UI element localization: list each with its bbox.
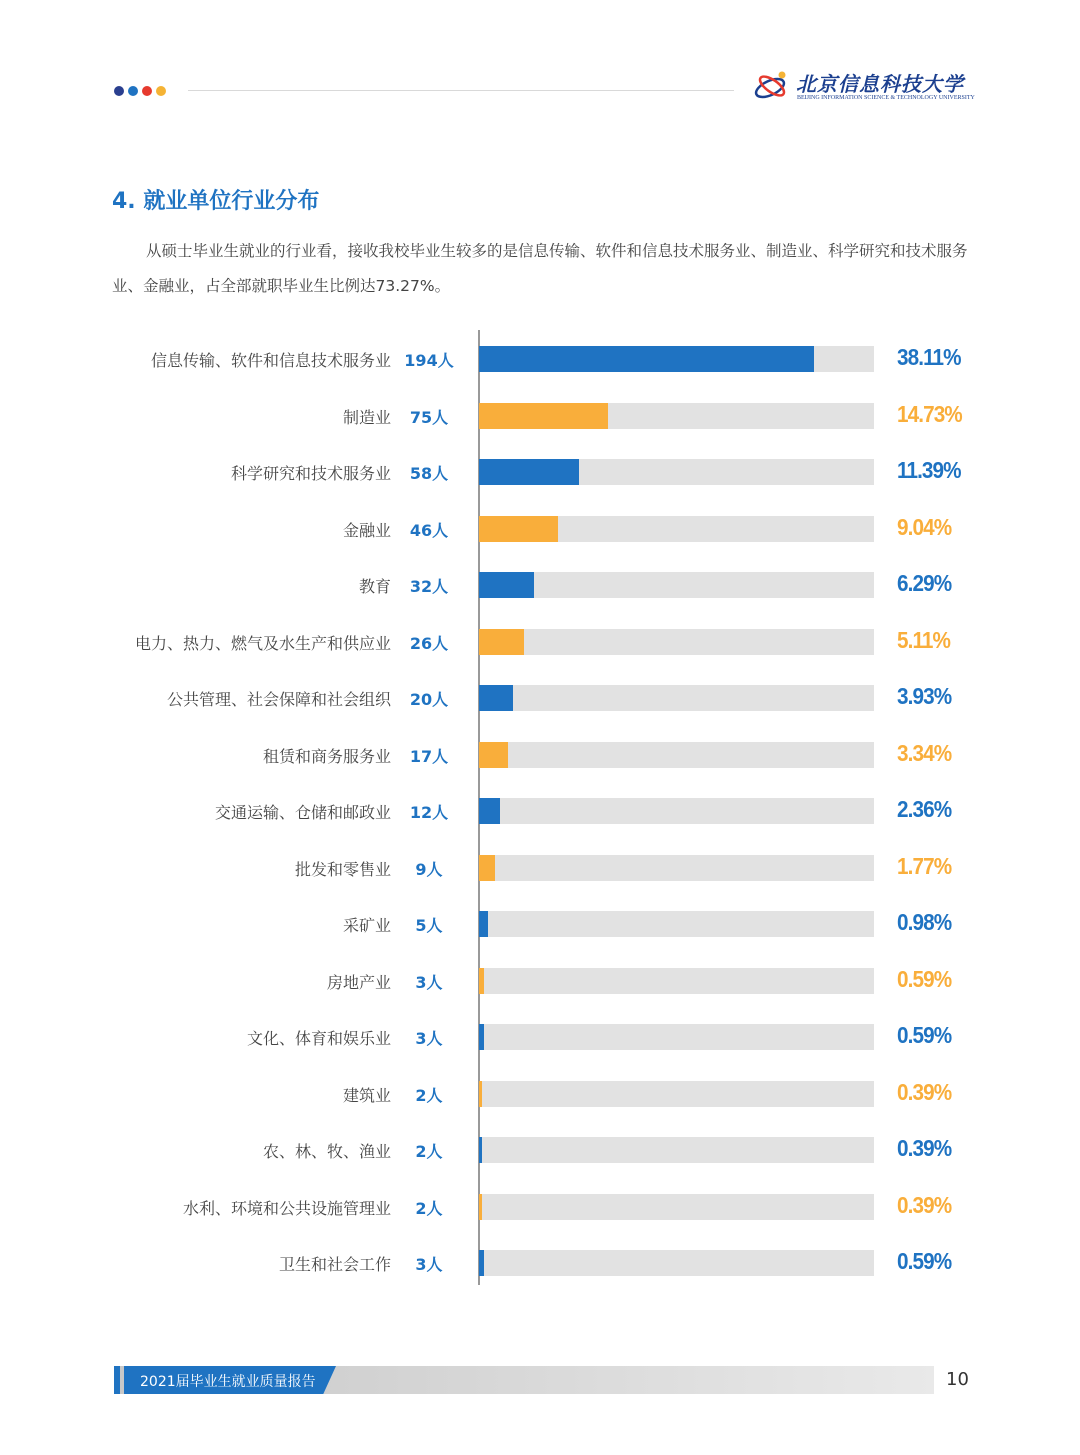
bar-track	[479, 911, 874, 937]
footer-accent-stripe	[114, 1366, 120, 1394]
count-label: 12人	[409, 803, 449, 822]
bar	[479, 516, 558, 542]
chart-row	[0, 1178, 1080, 1235]
intro-paragraph: 从硕士毕业生就业的行业看，接收我校毕业生较多的是信息传输、软件和信息技术服务业、制造业、科学研究和技术服务业、金融业，占全部就职毕业生比例达73.27%。	[112, 242, 968, 295]
category-label: 金融业	[342, 520, 391, 540]
chart-row	[0, 669, 1080, 726]
chart-row	[0, 1065, 1080, 1122]
count-label: 46人	[409, 520, 449, 540]
chart-row	[0, 1008, 1080, 1065]
bar-track	[479, 742, 874, 768]
bar-track	[479, 1194, 874, 1220]
chart-row	[0, 500, 1080, 557]
bar-track	[479, 855, 874, 881]
university-emblem-icon	[752, 68, 792, 104]
count-label: 17人	[409, 746, 449, 766]
category-label: 电力、热力、燃气及水生产和供应业	[134, 633, 391, 653]
bar	[479, 855, 495, 881]
percentage-label: 6.29%	[897, 570, 952, 596]
page-number: 10	[946, 1369, 969, 1390]
header-dot	[114, 86, 124, 96]
bar	[479, 346, 814, 372]
category-label: 租赁和商务服务业	[262, 746, 391, 766]
bar	[479, 911, 488, 937]
header-divider	[188, 90, 734, 91]
logo-chinese-name: 北京信息科技大学	[796, 72, 964, 96]
bar	[479, 1081, 482, 1107]
chart-row	[0, 613, 1080, 670]
section-title: 4. 就业单位行业分布	[112, 189, 320, 214]
percentage-label: 1.77%	[897, 852, 952, 879]
chart-row	[0, 839, 1080, 896]
category-label: 教育	[358, 577, 391, 596]
category-label: 房地产业	[326, 972, 391, 992]
university-logo	[752, 66, 975, 108]
bar	[479, 968, 484, 994]
percentage-label: 2.36%	[897, 796, 952, 822]
percentage-label: 14.73%	[897, 400, 962, 427]
bar-track	[479, 516, 874, 542]
bar-track	[479, 1250, 874, 1276]
bar	[479, 572, 534, 598]
header-dot	[142, 86, 152, 96]
bar-track	[479, 572, 874, 598]
percentage-label: 3.93%	[897, 683, 952, 709]
chart-row	[0, 782, 1080, 839]
category-label: 建筑业	[342, 1085, 391, 1105]
chart-row	[0, 1121, 1080, 1178]
bar	[479, 742, 508, 768]
count-label: 75人	[409, 407, 449, 427]
category-label: 批发和零售业	[294, 859, 391, 879]
industry-distribution-chart	[0, 330, 1080, 1290]
count-label: 58人	[409, 464, 449, 483]
category-label: 采矿业	[342, 916, 391, 935]
bar	[479, 1250, 484, 1276]
category-label: 科学研究和技术服务业	[230, 464, 391, 483]
chart-row	[0, 1234, 1080, 1291]
chart-row	[0, 330, 1080, 387]
category-label: 信息传输、软件和信息技术服务业	[150, 351, 391, 370]
percentage-label: 0.59%	[897, 1248, 952, 1274]
category-label: 公共管理、社会保障和社会组织	[166, 690, 391, 709]
category-label: 卫生和社会工作	[278, 1255, 391, 1274]
percentage-label: 0.39%	[897, 1135, 952, 1161]
category-label: 制造业	[342, 407, 391, 427]
percentage-label: 38.11%	[897, 344, 961, 370]
count-label: 3人	[415, 1029, 443, 1048]
bar	[479, 1137, 482, 1163]
bar	[479, 798, 500, 824]
bar-track	[479, 459, 874, 485]
category-label: 水利、环境和公共设施管理业	[182, 1198, 391, 1218]
header-dot	[156, 86, 166, 96]
count-label: 5人	[415, 916, 443, 935]
count-label: 3人	[415, 1255, 443, 1274]
logo-english-name: BEIJING INFORMATION SCIENCE & TECHNOLOGY UNIVERSITY	[797, 95, 975, 101]
count-label: 9人	[415, 859, 443, 879]
bar-track	[479, 685, 874, 711]
percentage-label: 3.34%	[897, 739, 952, 766]
category-label: 文化、体育和娱乐业	[246, 1029, 391, 1048]
bar-track	[479, 1024, 874, 1050]
count-label: 2人	[415, 1085, 443, 1105]
percentage-label: 0.39%	[897, 1191, 952, 1218]
bar	[479, 1194, 482, 1220]
chart-row	[0, 387, 1080, 444]
percentage-label: 5.11%	[897, 626, 951, 653]
category-label: 交通运输、仓储和邮政业	[214, 803, 391, 822]
bar-track	[479, 798, 874, 824]
chart-row	[0, 556, 1080, 613]
bar	[479, 685, 513, 711]
percentage-label: 0.39%	[897, 1078, 952, 1105]
bar	[479, 403, 608, 429]
bar-track	[479, 1081, 874, 1107]
header-dots	[114, 86, 166, 96]
bar	[479, 629, 524, 655]
count-label: 20人	[409, 690, 449, 709]
count-label: 26人	[409, 633, 449, 653]
chart-row	[0, 726, 1080, 783]
footer-report-title: 2021届毕业生就业质量报告	[140, 1374, 316, 1390]
category-label: 农、林、牧、渔业	[262, 1142, 391, 1161]
bar	[479, 459, 579, 485]
bar-track	[479, 403, 874, 429]
count-label: 3人	[415, 972, 443, 992]
bar-track	[479, 346, 874, 372]
count-label: 194人	[404, 351, 454, 370]
chart-row	[0, 952, 1080, 1009]
bar-track	[479, 629, 874, 655]
percentage-label: 0.59%	[897, 965, 952, 992]
count-label: 2人	[415, 1198, 443, 1218]
percentage-label: 9.04%	[897, 513, 952, 540]
percentage-label: 0.98%	[897, 909, 952, 935]
bar-track	[479, 968, 874, 994]
bar-track	[479, 1137, 874, 1163]
percentage-label: 0.59%	[897, 1022, 952, 1048]
header-dot	[128, 86, 138, 96]
count-label: 32人	[409, 577, 449, 596]
count-label: 2人	[415, 1142, 443, 1161]
bar	[479, 1024, 484, 1050]
percentage-label: 11.39%	[897, 457, 961, 483]
chart-row	[0, 443, 1080, 500]
chart-row	[0, 895, 1080, 952]
